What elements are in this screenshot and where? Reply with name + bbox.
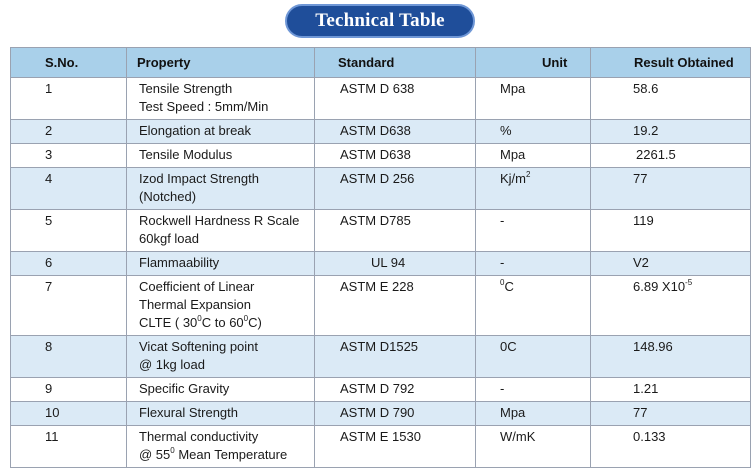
cell-sno: 7 <box>11 276 127 336</box>
cell-result: 119 <box>591 210 751 252</box>
property-text: @ 55 <box>139 447 171 462</box>
cell-unit: Mpa <box>476 144 591 168</box>
property-line: 60kgf load <box>139 231 199 246</box>
cell-unit: Mpa <box>476 78 591 120</box>
property-line: (Notched) <box>139 189 197 204</box>
property-line: Flexural Strength <box>139 405 238 420</box>
degree-superscript: 0 <box>197 314 202 323</box>
table-row <box>11 252 751 276</box>
table-row <box>11 144 751 168</box>
cell-unit: % <box>476 120 591 144</box>
cell-sno: 8 <box>11 336 127 378</box>
cell-sno: 2 <box>11 120 127 144</box>
cell-standard: ASTM D 790 <box>315 402 476 426</box>
cell-result: 58.6 <box>591 78 751 120</box>
cell-property <box>127 168 315 210</box>
property-text: Mean Temperature <box>174 447 288 462</box>
header-unit: Unit <box>476 48 591 78</box>
unit-text: C <box>504 279 514 294</box>
cell-standard: ASTM E 228 <box>315 276 476 336</box>
cell-unit: - <box>476 378 591 402</box>
property-line: Thermal conductivity <box>139 429 259 444</box>
unit-superscript: 2 <box>526 170 531 179</box>
property-line: Tensile Strength <box>139 81 233 96</box>
cell-property <box>127 252 315 276</box>
table-row <box>11 402 751 426</box>
property-line: Coefficient of Linear <box>139 279 255 294</box>
property-line: Flammaability <box>139 255 220 270</box>
property-line: @ 1kg load <box>139 357 205 372</box>
cell-unit: - <box>476 252 591 276</box>
table-row <box>11 378 751 402</box>
cell-property <box>127 276 315 336</box>
cell-property <box>127 120 315 144</box>
cell-property <box>127 210 315 252</box>
cell-standard: ASTM E 1530 <box>315 426 476 468</box>
cell-sno: 5 <box>11 210 127 252</box>
property-line: Elongation at break <box>139 123 252 138</box>
cell-sno: 3 <box>11 144 127 168</box>
property-line: Tensile Modulus <box>139 147 233 162</box>
cell-sno: 9 <box>11 378 127 402</box>
property-line: Thermal Expansion <box>139 297 251 312</box>
table-row <box>11 78 751 120</box>
cell-property <box>127 426 315 468</box>
property-line: Vicat Softening point <box>139 339 259 354</box>
cell-result: 2261.5 <box>591 144 751 168</box>
cell-standard: ASTM D785 <box>315 210 476 252</box>
cell-result: 19.2 <box>591 120 751 144</box>
cell-result: V2 <box>591 252 751 276</box>
cell-result <box>591 276 751 336</box>
header-sno: S.No. <box>11 48 127 78</box>
cell-standard: ASTM D638 <box>315 120 476 144</box>
cell-result: 0.133 <box>591 426 751 468</box>
cell-sno: 10 <box>11 402 127 426</box>
cell-unit <box>476 276 591 336</box>
property-line: Specific Gravity <box>139 381 230 396</box>
property-line <box>139 314 314 332</box>
cell-sno: 1 <box>11 78 127 120</box>
cell-standard: ASTM D 256 <box>315 168 476 210</box>
table-row <box>11 426 751 468</box>
cell-unit <box>476 168 591 210</box>
header-result: Result Obtained <box>591 48 751 78</box>
cell-property <box>127 336 315 378</box>
property-text: C to 60 <box>201 315 244 330</box>
cell-property <box>127 78 315 120</box>
cell-result: 148.96 <box>591 336 751 378</box>
table-header-row <box>11 48 751 78</box>
cell-property <box>127 402 315 426</box>
cell-sno: 11 <box>11 426 127 468</box>
degree-superscript: 0 <box>170 446 175 455</box>
cell-sno: 4 <box>11 168 127 210</box>
property-text: CLTE ( 30 <box>139 315 198 330</box>
unit-superscript: 0 <box>500 278 505 287</box>
cell-result: 1.21 <box>591 378 751 402</box>
cell-standard: UL 94 <box>315 252 476 276</box>
table-row <box>11 336 751 378</box>
property-line: Izod Impact Strength <box>139 171 259 186</box>
cell-standard: ASTM D 792 <box>315 378 476 402</box>
cell-result: 77 <box>591 402 751 426</box>
cell-result: 77 <box>591 168 751 210</box>
cell-standard: ASTM D638 <box>315 144 476 168</box>
result-text: 6.89 X10 <box>633 279 686 294</box>
page-title: Technical Table <box>315 10 445 31</box>
unit-text: Kj/m <box>500 171 526 186</box>
degree-superscript: 0 <box>243 314 249 323</box>
result-superscript: -5 <box>685 278 693 287</box>
cell-unit: - <box>476 210 591 252</box>
cell-sno: 6 <box>11 252 127 276</box>
property-line: Test Speed : 5mm/Min <box>139 99 269 114</box>
technical-table <box>10 47 751 468</box>
cell-property <box>127 144 315 168</box>
cell-unit: Mpa <box>476 402 591 426</box>
cell-unit: 0C <box>476 336 591 378</box>
property-text: C) <box>248 315 262 330</box>
header-property: Property <box>127 48 315 78</box>
cell-standard: ASTM D 638 <box>315 78 476 120</box>
table-row <box>11 276 751 336</box>
cell-standard: ASTM D1525 <box>315 336 476 378</box>
table-row <box>11 120 751 144</box>
cell-unit: W/mK <box>476 426 591 468</box>
property-line <box>139 446 314 464</box>
header-standard: Standard <box>315 48 476 78</box>
table-title-badge <box>285 4 475 38</box>
table-row <box>11 210 751 252</box>
table-row <box>11 168 751 210</box>
property-line: Rockwell Hardness R Scale <box>139 213 300 228</box>
cell-property <box>127 378 315 402</box>
